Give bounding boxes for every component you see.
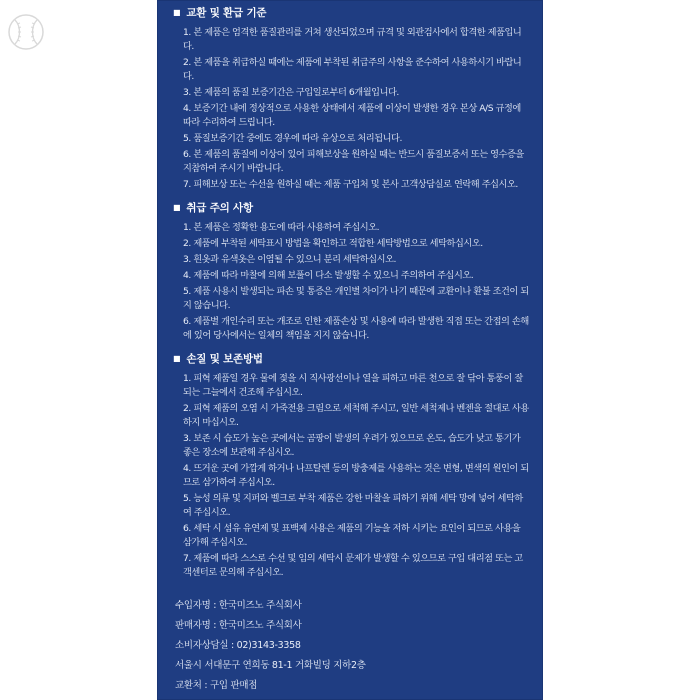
list-item: 3. 본 제품의 품질 보증기간은 구입일로부터 6개월입니다.: [183, 87, 399, 98]
importer-name: 수입자명 : 한국미즈노 주식회사: [175, 600, 302, 611]
consult-phone: 소비자상담실 : 02)3143-3358: [175, 640, 301, 651]
product-info-panel: [157, 0, 543, 700]
seller-name: 판매자명 : 한국미즈노 주식회사: [175, 620, 302, 631]
company-info: [175, 600, 529, 692]
list-item: 7. 피해보상 또는 수선을 원하실 때는 제품 구입처 및 본사 고객상담실로 연락해 주십시오.: [183, 179, 518, 190]
list-item: 2. 본 제품을 취급하실 때에는 제품에 부착된 취급주의 사항을 준수하여 사용하시기 바랍니다.: [183, 57, 522, 82]
list-item: 6. 세탁 시 섬유 유연제 및 표백제 사용은 제품의 기능을 저하 시키는 요인이 되므로 사용을 삼가해 주십시오.: [183, 523, 521, 548]
list-item: 4. 뜨거운 곳에 가깝게 하거나 나프탈렌 등의 방충제를 사용하는 것은 변형, 변색의 원인이 되므로 삼가하여 주십시오.: [183, 463, 529, 488]
list-item: 1. 본 제품은 엄격한 품질관리를 거쳐 생산되었으며 규격 및 외관검사에서 합격한 제품입니다.: [183, 27, 522, 52]
list-item: 4. 보증기간 내에 정상적으로 사용한 상태에서 제품에 이상이 발생한 경우 본상 A/S 규정에 따라 수리하여 드립니다.: [183, 103, 521, 128]
exchange-place: 교환처 : 구입 판매점: [175, 680, 258, 691]
list-item: 5. 품질보증기간 중에도 경우에 따라 유상으로 처리됩니다.: [183, 133, 402, 144]
list-item: 3. 흰옷과 유색옷은 이염될 수 있으니 분리 세탁하십시오.: [183, 254, 396, 265]
list-item: 5. 능성 의류 및 지퍼와 벨크로 부착 제품은 강한 마찰을 피하기 위해 세탁 망에 넣어 세탁하여 주십시오.: [183, 493, 523, 518]
baseball-logo-icon: [6, 12, 46, 52]
list-item: 4. 제품에 따라 마찰에 의해 보풀이 다소 발생할 수 있으니 주의하여 주십시오.: [183, 270, 474, 281]
square-bullet-icon: ■: [173, 8, 181, 17]
section-handling-caution: [173, 200, 529, 343]
list-item: 5. 제품 사용시 발생되는 파손 및 통증은 개인별 차이가 나기 때문에 교환이나 환불 조건이 되지 않습니다.: [183, 286, 529, 311]
section-title: ■ 손질 및 보존방법: [173, 353, 263, 365]
section-title: ■ 교환 및 환급 기준: [173, 7, 267, 19]
square-bullet-icon: ■: [173, 354, 181, 363]
list-item: 3. 보존 시 습도가 높은 곳에서는 곰팡이 발생의 우려가 있으므로 온도, 습도가 낮고 통기가 좋은 장소에 보관해 주십시오.: [183, 433, 521, 458]
list-item: 6. 제품별 개인수리 또는 개조로 인한 제품손상 및 사용에 따라 발생한 직접 또는 간접의 손해에 있어 당사에서는 일체의 책임을 지지 않습니다.: [183, 316, 529, 341]
list-item: 6. 본 제품의 품질에 이상이 있어 피해보상을 원하실 때는 반드시 품질보증서 또는 영수증을 지참하여 주시기 바랍니다.: [183, 149, 524, 174]
list-item: 1. 본 제품은 정확한 용도에 따라 사용하여 주십시오.: [183, 222, 380, 233]
list-item: 2. 제품에 부착된 세탁표시 방법을 확인하고 적합한 세탁방법으로 세탁하십시오.: [183, 238, 483, 249]
list-item: 1. 피혁 제품일 경우 물에 젖을 시 직사광선이나 열을 피하고 마른 천으로 잘 닦아 통풍이 잘 되는 그늘에서 건조해 주십시오.: [183, 373, 523, 398]
list-item: 2. 피혁 제품의 오염 시 가죽전용 크림으로 세척해 주시고, 일반 세척제나 벤젠을 절대로 사용하지 마십시오.: [183, 403, 529, 428]
section-exchange-refund: [173, 5, 529, 192]
section-care-storage: [173, 351, 529, 580]
company-address: 서울시 서대문구 연희동 81-1 거화빌딩 지하2층: [175, 660, 366, 671]
square-bullet-icon: ■: [173, 203, 181, 212]
section-title: ■ 취급 주의 사항: [173, 202, 253, 214]
list-item: 7. 제품에 따라 스스로 수선 및 임의 세탁시 문제가 발생할 수 있으므로 구입 대리점 또는 고객센터로 문의해 주십시오.: [183, 553, 523, 578]
